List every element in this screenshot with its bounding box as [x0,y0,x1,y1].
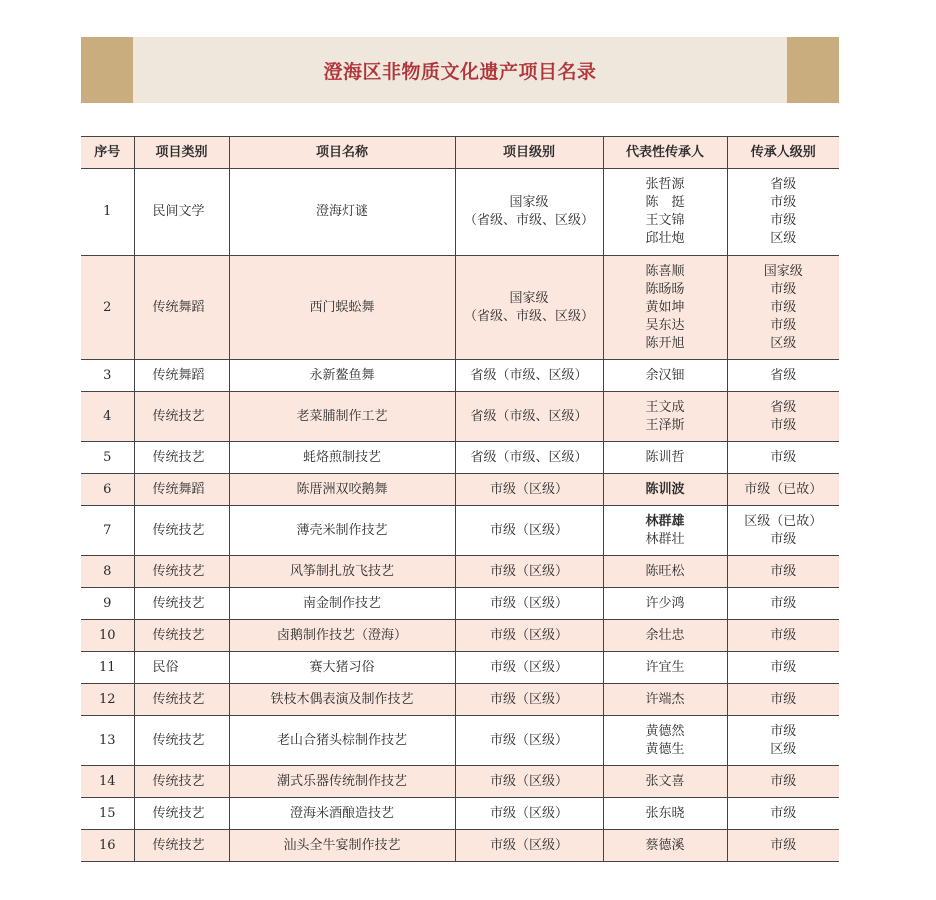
inheritor-level: 市级 [770,837,797,853]
inheritor-level: 市级 [770,213,797,228]
cell-inheritors [603,392,727,442]
inheritor-name: 陈开旭 [645,335,685,351]
cell-inheritor-levels [727,830,839,862]
table-row [81,556,839,588]
inheritor-level: 市级 [770,805,797,821]
inheritor-name: 陈 挺 [645,195,685,210]
cell-inheritors [603,620,727,652]
cell-no: 10 [81,620,134,652]
cell-type: 传统技艺 [134,620,229,652]
level-line: （省级、市级、区级） [463,213,594,228]
inheritor-name: 余汉钿 [645,367,685,383]
inheritor-level: 区级 [770,335,797,351]
cell-no: 16 [81,830,134,862]
cell-name: 汕头全牛宴制作技艺 [229,830,455,862]
table-row [81,798,839,830]
cell-no: 11 [81,652,134,684]
inheritor-level: 市级 [770,691,797,707]
cell-type: 传统技艺 [134,766,229,798]
cell-name: 潮式乐器传统制作技艺 [229,766,455,798]
cell-inheritor-levels [727,392,839,442]
cell-no: 6 [81,474,134,506]
header-level: 项目级别 [455,137,603,169]
title-banner [81,37,839,103]
inheritor-level: 市级 [770,531,797,547]
cell-no: 14 [81,766,134,798]
inheritor-name: 许宜生 [645,659,685,675]
level-line: 省级（市级、区级） [470,367,588,383]
table-row [81,766,839,798]
inheritor-level: 省级 [770,399,797,415]
cell-name: 薄壳米制作技艺 [229,506,455,556]
cell-type: 传统技艺 [134,506,229,556]
inheritor-name: 余壮忠 [645,627,685,643]
cell-no: 8 [81,556,134,588]
table-row [81,588,839,620]
cell-no: 1 [81,169,134,256]
cell-level [455,474,603,506]
inheritor-name: 陈训波 [645,481,685,497]
table-row [81,716,839,766]
cell-inheritor-levels [727,766,839,798]
inheritor-level: 市级（已故） [744,481,823,497]
cell-no: 9 [81,588,134,620]
cell-type: 民间文学 [134,169,229,256]
cell-no: 5 [81,442,134,474]
cell-inheritor-levels [727,442,839,474]
inheritor-name: 黄德生 [645,741,685,757]
table-row [81,652,839,684]
cell-type: 传统舞蹈 [134,360,229,392]
cell-inheritors [603,652,727,684]
table-row [81,506,839,556]
cell-inheritors [603,588,727,620]
heritage-table [81,136,839,862]
level-line: 市级（区级） [489,627,568,643]
inheritor-level: 市级 [770,449,797,465]
cell-name: 澄海米酒酿造技艺 [229,798,455,830]
inheritor-name: 许端杰 [645,691,685,707]
inheritor-level: 区级（已故） [744,513,823,529]
header-inheritor: 代表性传承人 [603,137,727,169]
cell-type: 传统技艺 [134,442,229,474]
cell-type: 传统技艺 [134,830,229,862]
cell-inheritor-levels [727,716,839,766]
inheritor-level: 市级 [770,317,797,333]
inheritor-name: 陈旸旸 [645,281,685,297]
cell-level [455,506,603,556]
cell-inheritors [603,506,727,556]
cell-type: 传统技艺 [134,392,229,442]
cell-inheritor-levels [727,169,839,256]
cell-name: 西门蜈蚣舞 [229,256,455,360]
cell-level [455,652,603,684]
inheritor-name: 陈旺松 [645,563,685,579]
cell-no: 2 [81,256,134,360]
cell-level [455,620,603,652]
cell-level [455,392,603,442]
table-row [81,256,839,360]
cell-type: 传统技艺 [134,684,229,716]
banner-left-block [81,37,133,103]
cell-inheritor-levels [727,588,839,620]
header-name: 项目名称 [229,137,455,169]
cell-no: 4 [81,392,134,442]
inheritor-name: 黄如坤 [645,299,685,315]
inheritor-level: 区级 [770,741,797,757]
inheritor-name: 许少鸿 [645,595,685,611]
inheritor-level: 省级 [770,177,797,192]
inheritor-name: 吴东达 [645,317,685,333]
inheritor-level: 市级 [770,659,797,675]
inheritor-name: 黄德然 [645,723,685,739]
cell-name: 老菜脯制作工艺 [229,392,455,442]
cell-inheritors [603,798,727,830]
level-line: 市级（区级） [489,732,568,748]
cell-name: 铁枝木偶表演及制作技艺 [229,684,455,716]
cell-name: 南金制作技艺 [229,588,455,620]
cell-type: 传统技艺 [134,556,229,588]
cell-inheritor-levels [727,506,839,556]
cell-name: 澄海灯谜 [229,169,455,256]
inheritor-name: 蔡德溪 [645,837,685,853]
cell-no: 12 [81,684,134,716]
inheritor-name: 张东晓 [645,805,685,821]
cell-no: 7 [81,506,134,556]
cell-inheritor-levels [727,474,839,506]
inheritor-level: 市级 [770,195,797,210]
cell-type: 传统舞蹈 [134,474,229,506]
cell-level [455,256,603,360]
cell-inheritor-levels [727,256,839,360]
cell-type: 传统技艺 [134,716,229,766]
level-line: 市级（区级） [489,595,568,611]
cell-name: 陈厝洲双咬鹅舞 [229,474,455,506]
inheritor-name: 王文锦 [645,213,685,228]
table-row [81,474,839,506]
cell-type: 传统技艺 [134,798,229,830]
cell-inheritor-levels [727,684,839,716]
inheritor-name: 王文成 [645,399,685,415]
cell-inheritors [603,830,727,862]
level-line: 市级（区级） [489,773,568,789]
table-row [81,392,839,442]
cell-no: 3 [81,360,134,392]
inheritor-level: 市级 [770,417,797,433]
header-inheritor-level: 传承人级别 [727,137,839,169]
inheritor-name: 陈训哲 [645,449,685,465]
cell-inheritors [603,556,727,588]
cell-name: 风筝制扎放飞技艺 [229,556,455,588]
inheritor-level: 市级 [770,299,797,315]
table-header-row [81,137,839,169]
level-line: 市级（区级） [489,659,568,675]
inheritor-level: 市级 [770,595,797,611]
cell-inheritor-levels [727,360,839,392]
inheritor-level: 市级 [770,723,797,739]
cell-inheritors [603,716,727,766]
cell-level [455,830,603,862]
level-line: 市级（区级） [489,522,568,538]
inheritor-name: 林群雄 [645,513,685,529]
cell-inheritor-levels [727,556,839,588]
cell-type: 民俗 [134,652,229,684]
inheritor-level: 市级 [770,773,797,789]
header-no: 序号 [81,137,134,169]
inheritor-name: 张文喜 [645,773,685,789]
inheritor-level: 区级 [770,231,797,246]
cell-name: 蚝烙煎制技艺 [229,442,455,474]
cell-level [455,169,603,256]
header-type: 项目类别 [134,137,229,169]
banner-right-block [787,37,839,103]
level-line: 国家级 [509,290,549,306]
level-line: 省级（市级、区级） [470,449,588,465]
cell-level [455,798,603,830]
level-line: 省级（市级、区级） [470,408,588,424]
cell-level [455,556,603,588]
cell-inheritors [603,360,727,392]
cell-level [455,766,603,798]
cell-no: 13 [81,716,134,766]
page-title: 澄海区非物质文化遗产项目名录 [323,60,597,83]
inheritor-name: 张哲源 [645,177,685,192]
cell-no: 15 [81,798,134,830]
level-line: 国家级 [509,195,549,210]
level-line: 市级（区级） [489,805,568,821]
cell-inheritors [603,256,727,360]
table-row [81,684,839,716]
inheritor-name: 邱壮炮 [645,231,685,246]
cell-inheritor-levels [727,798,839,830]
inheritor-name: 王泽斯 [645,417,685,433]
cell-inheritors [603,684,727,716]
cell-inheritor-levels [727,652,839,684]
cell-level [455,360,603,392]
inheritor-level: 市级 [770,281,797,297]
cell-name: 赛大猪习俗 [229,652,455,684]
cell-level [455,684,603,716]
cell-inheritor-levels [727,620,839,652]
table-row [81,360,839,392]
inheritor-level: 国家级 [763,263,803,279]
table-row [81,830,839,862]
cell-level [455,716,603,766]
cell-inheritors [603,474,727,506]
cell-name: 卤鹅制作技艺（澄海） [229,620,455,652]
cell-level [455,588,603,620]
table-row [81,169,839,256]
cell-name: 老山合猪头棕制作技艺 [229,716,455,766]
inheritor-level: 市级 [770,563,797,579]
cell-inheritors [603,169,727,256]
cell-inheritors [603,442,727,474]
cell-inheritors [603,766,727,798]
table-row [81,442,839,474]
level-line: 市级（区级） [489,563,568,579]
level-line: 市级（区级） [489,837,568,853]
inheritor-name: 陈喜顺 [645,263,685,279]
cell-type: 传统技艺 [134,588,229,620]
inheritor-level: 市级 [770,627,797,643]
cell-level [455,442,603,474]
level-line: 市级（区级） [489,691,568,707]
cell-type: 传统舞蹈 [134,256,229,360]
inheritor-name: 林群壮 [645,531,685,547]
level-line: （省级、市级、区级） [463,308,594,324]
cell-name: 永新鳌鱼舞 [229,360,455,392]
level-line: 市级（区级） [489,481,568,497]
inheritor-level: 省级 [770,367,797,383]
table-row [81,620,839,652]
